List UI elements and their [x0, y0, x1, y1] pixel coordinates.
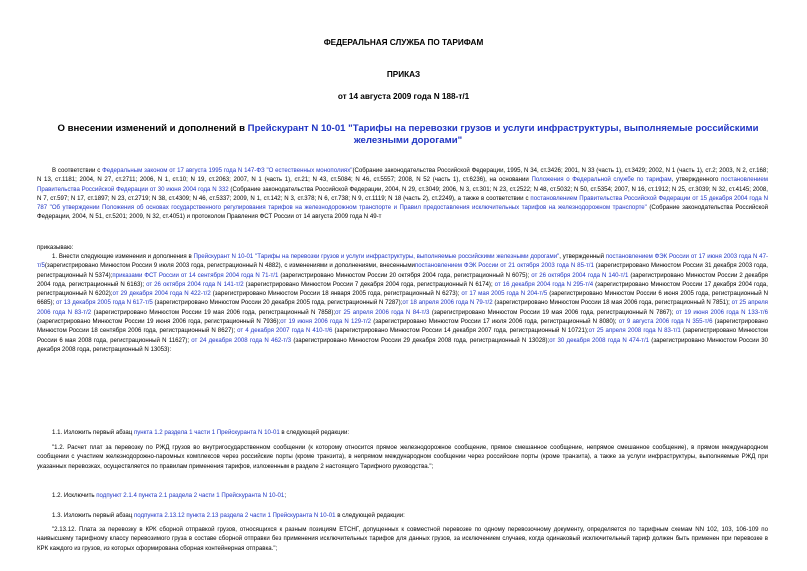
- orders-line: приказываю:: [37, 244, 74, 251]
- amendment-link[interactable]: постановлением ФЭК России от 21 октября 2003 года N 85-т/1: [414, 262, 594, 270]
- text: (зарегистрировано Минюстом России 19 июня 2006 года, регистрационный N 7936);: [37, 318, 281, 326]
- clause-1-2-link[interactable]: пункта 1.2 раздела 1 части 1 Прейскуранта N 10-01: [133, 429, 280, 436]
- text: (зарегистрировано Минюстом России 29 декабря 2008 года, регистрационный N 13028);: [291, 336, 550, 344]
- amendment-link[interactable]: от 26 октября 2004 года N 141-т/2: [146, 280, 244, 288]
- gov-decree-332-link[interactable]: постановлением Правительства Российской Федерации от 30 июня 2004 года N 332: [37, 176, 768, 193]
- text: (зарегистрировано Минюстом России 2 декабря 2004 года, регистрационный N 6163);: [37, 271, 768, 288]
- amendment-link[interactable]: от 9 августа 2006 года N 355-т/6: [618, 318, 713, 326]
- subject-pricelist-link[interactable]: Прейскурант N 10-01 "Тарифы на перевозки грузов и услуги инфраструктуры, выполняемые российскими железными дорогами": [247, 123, 759, 146]
- doc-type: ПРИКАЗ: [386, 70, 421, 79]
- text: (зарегистрировано Минюстом России 6 июня 2005 года, регистрационный N 6685);: [37, 290, 769, 307]
- amendment-link[interactable]: от 4 декабря 2007 года N 410-т/6: [237, 327, 333, 335]
- amendment-link[interactable]: от 25 апреля 2006 года N 84-т/3: [335, 308, 430, 316]
- text: (зарегистрировано Минюстом России 20 октября 2004 года, регистрационный N 6075);: [278, 271, 532, 279]
- text: ;: [284, 492, 287, 499]
- text: (зарегистрировано Минюстом России 19 мая 2006 года, регистрационный N 7867);: [429, 308, 676, 316]
- text: В соответствии с: [52, 167, 103, 174]
- quote-1-2: "1.2. Расчет плат за перевозку по РЖД грузов во внутригосударственном сообщении (к которому относится прямое железнодорожное сообщение, прямое смешанное сообщение, непрямое смешанное сообщение), в прямом международном сообщении с участием железнодорожно-паромных комплексов через российские порты (кроме транзита), в непрямом международном сообщении через российские порты (кроме транзита), а также за услуги инфраструктуры, выполняемые РЖД при указанных перевозках, осуществляется по правилам применения тарифов, изложенным в разделе 2 настоящего Тарифного руководства.";: [37, 444, 768, 470]
- amendment-link[interactable]: от 24 декабря 2008 года N 462-т/3: [191, 336, 292, 344]
- text: , утвержденный: [559, 253, 606, 260]
- amendment-link[interactable]: от 26 октября 2004 года N 140-т/1: [531, 271, 629, 279]
- text: (зарегистрировано Минюстом России 18 сентября 2006 года, регистрационный N 8627);: [37, 318, 768, 335]
- amendment-link[interactable]: постановлением ФЭК России от 17 июня 2003 года N 47-т/5: [37, 253, 768, 270]
- text: (зарегистрировано Минюстом России 6 мая 2008 года, регистрационный N 11627);: [37, 327, 769, 344]
- text: (зарегистрировано Минюстом России 9 июля 2003 года, регистрационный N 4882), с изменениями и дополнениями, внесенными: [44, 262, 415, 270]
- text: 1. Внести следующие изменения и дополнения в: [52, 253, 194, 260]
- fst-regulation-link[interactable]: Положения о Федеральной службе по тарифам: [531, 176, 672, 184]
- pricelist-link[interactable]: Прейскурант N 10-01 "Тарифы на перевозки грузов и услуги инфраструктуры, выполняемые российскими железными дорогами": [193, 253, 560, 260]
- text: 1.2. Исключить: [52, 492, 97, 499]
- preamble-paragraph: [37, 166, 768, 222]
- amendment-link[interactable]: от 19 июня 2006 года N 133-т/6: [675, 308, 768, 316]
- text: (зарегистрировано Минюстом России 30 декабря 2008 года, регистрационный N 13053):: [37, 336, 768, 353]
- amendment-link[interactable]: от 16 декабря 2004 года N 295-т/4: [494, 280, 594, 288]
- text: (зарегистрировано Минюстом России 17 июля 2006 года, регистрационный N 8080);: [371, 318, 619, 326]
- amendment-link[interactable]: приказами ФСТ России от 14 сентября 2004 года N 71-т/1: [112, 271, 279, 279]
- item-1-1: [37, 428, 768, 437]
- text: (Собрание законодательства Российской Федерации, 2004, N 51, ст.5201; 2009, N 32, ст.4051) и протоколом Правления ФСТ России от 14 августа 2009 года N 49-т: [37, 204, 769, 221]
- text: , утвержденного: [671, 176, 721, 184]
- text: в следующей редакции:: [335, 512, 405, 519]
- text: (зарегистрировано Минюстом России 17 декабря 2004 года, регистрационный N 6202);: [37, 280, 768, 298]
- text: (зарегистрировано Минюстом России 7 декабря 2004 года, регистрационный N 6174);: [243, 280, 495, 288]
- text: (зарегистрировано Минюстом России 14 декабря 2007 года, регистрационный N 10721);: [332, 327, 589, 335]
- doc-date-number: от 14 августа 2009 года N 188-т/1: [337, 92, 470, 101]
- text: 1.3. Изложить первый абзац: [52, 512, 134, 519]
- amendment-link[interactable]: от 30 декабря 2008 года N 474-т/1: [549, 336, 650, 344]
- text: (зарегистрировано Минюстом России 18 мая 2006 года, регистрационный N 7851);: [492, 299, 732, 307]
- subclause-2-13-12-link[interactable]: подпункта 2.13.12 пункта 2.13 раздела 2 части 1 Прейскуранта N 10-01: [133, 512, 336, 519]
- subclause-2-1-4-link[interactable]: подпункт 2.1.4 пункта 2.1 раздела 2 части 1 Прейскуранта N 10-01: [96, 492, 285, 499]
- amendment-link[interactable]: от 29 декабря 2004 года N 422-т/2: [112, 290, 211, 298]
- text: (Собрание законодательства Российской Федерации, 1995, N 34, ст.3426; 2001, N 33 (часть 1), ст.3429; 2002, N 1 (часть 1), ст.2; 2003, N 2, ст.168; N 13, ст.1181; 2004, N 27, ст.2711; 2006, N 1, ст.10; N 19, ст.2063; 2007, N 1 (часть 1), ст.21; N 43, ст.5084; N 46, ст.5557; 2008, N 52 (часть 1), ст.6236), на основании: [37, 167, 769, 184]
- text: (зарегистрировано Минюстом России 20 декабря 2005 года, регистрационный N 7287);: [152, 299, 403, 307]
- federal-law-link[interactable]: Федеральным законом от 17 августа 1995 года N 147-ФЗ "О естественных монополиях": [102, 167, 353, 174]
- text: (зарегистрировано Минюстом России 19 мая 2006 года, регистрационный N 7858);: [91, 308, 336, 316]
- text: в следующей редакции:: [279, 429, 350, 436]
- amendment-link[interactable]: от 13 декабря 2005 года N 617-т/5: [56, 299, 153, 307]
- amendment-link[interactable]: от 18 апреля 2006 года N 79-т/2: [402, 299, 493, 307]
- quote-2-13-12: "2.13.12. Плата за перевозку в КРК сборной отправкой грузов, относящихся к разным позициям ЕТСНГ, допущенных к совместной перевозке по одному перевозочному документу, определяется по тарифным схемам NN 102, 103, 106-109 по наивысшему тарифному классу перевозимого груза в составе сборной отправки без применения исключительных тарифов для данных грузов, за исключением случаев, когда одинаковый исключительный тариф должен быть применен при перевозке в КРК каждого из грузов, из которых сформирована сборная контейнерная отправка.";: [37, 526, 768, 552]
- amendment-link[interactable]: от 17 мая 2005 года N 204-т/5: [461, 290, 548, 298]
- agency-title: ФЕДЕРАЛЬНАЯ СЛУЖБА ПО ТАРИФАМ: [323, 38, 484, 47]
- text: (зарегистрировано Минюстом России 31 декабря 2003 года, регистрационный N 5374);: [37, 262, 769, 279]
- item-1-3: [37, 511, 768, 520]
- subject-prefix: О внесении изменений и дополнений в: [57, 123, 248, 134]
- gov-decree-787-link[interactable]: постановлением Правительства Российской Федерации от 15 декабря 2004 года N 787 "Об утверждении Положения об основах государственного регулирования тарифов на железнодорожном транспорте и Правил предоставления исключительных тарифов на железнодорожном транспорте": [37, 194, 768, 212]
- doc-subject: [52, 123, 764, 147]
- text: (Собрание законодательства Российской Федерации, 2004, N 29, ст.3049; 2006, N 3, ст.301; N 23, ст.2522; N 48, ст.5032; N 50, ст.5354; 2007, N 16, ст.1912; N 25, ст.3039; N 32, ст.4145; 2008, N 7, ст.597; N 17, ст.1897; N 23, ст.2719; N 38, ст.4309; N 46, ст.5337; 2009, N 1, ст.142; N 3, ст.378; N 6, ст.738; N 9, ст.1119; N 18 (часть 2), ст.2249), а также в соответствии с: [37, 185, 768, 202]
- text: 1.1. Изложить первый абзац: [52, 429, 134, 436]
- amendment-link[interactable]: от 25 апреля 2008 года N 83-т/1: [588, 327, 681, 335]
- text: (зарегистрировано Минюстом России 18 января 2005 года, регистрационный N 6273);: [210, 290, 462, 298]
- item-1-2: [37, 491, 768, 500]
- amendment-link[interactable]: от 19 июня 2006 года N 129-т/2: [280, 318, 372, 326]
- amendment-link[interactable]: от 25 апреля 2006 года N 83-т/2: [37, 299, 768, 316]
- item-1-paragraph: [37, 252, 768, 354]
